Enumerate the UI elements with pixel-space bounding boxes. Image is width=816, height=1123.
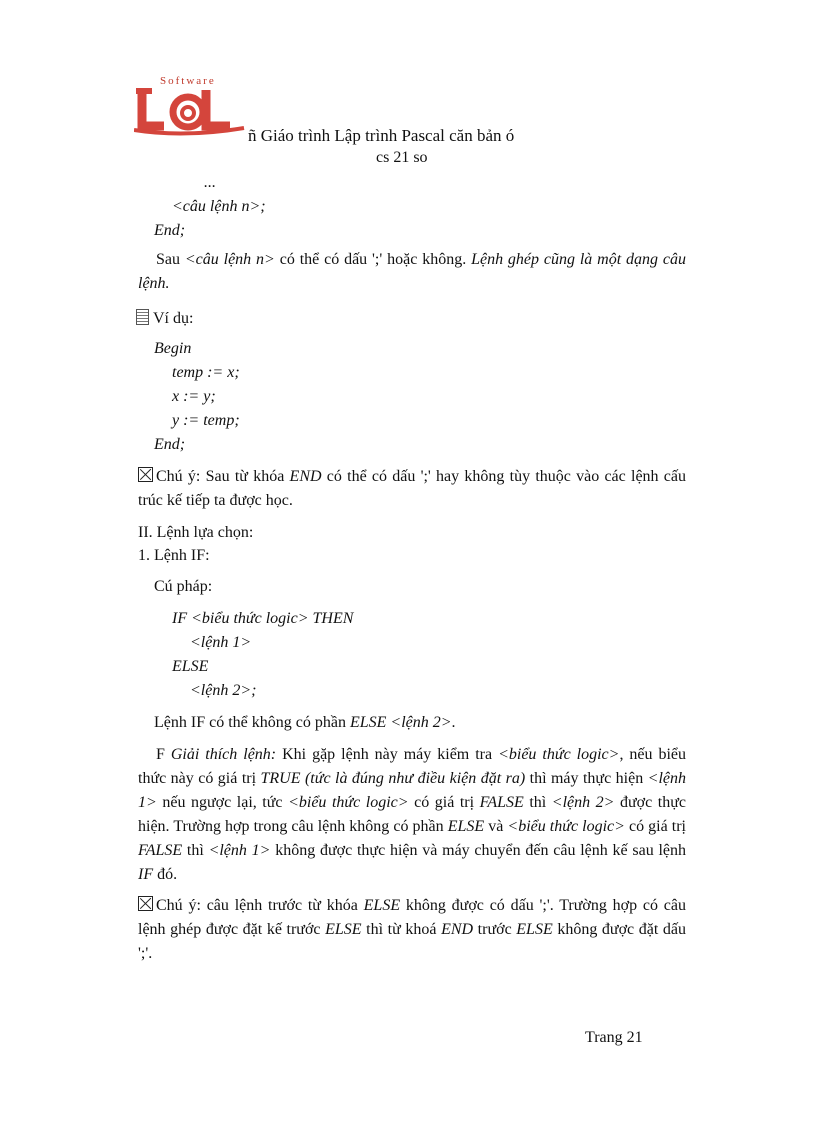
text: thì máy thực hiện xyxy=(525,770,648,787)
code-ellipsis: ... xyxy=(204,174,216,191)
example-line: y := temp; xyxy=(172,412,240,429)
text: Chú ý: Sau từ khóa xyxy=(156,468,290,485)
example-label xyxy=(136,309,193,328)
header-title: ñ Giáo trình Lập trình Pascal căn bản ó xyxy=(248,126,515,145)
page-number: Trang 21 xyxy=(585,1029,643,1046)
text: có giá trị xyxy=(624,818,686,835)
text: Giải thích lệnh: xyxy=(170,746,277,763)
text: <lệnh 1> xyxy=(208,842,271,859)
explanation xyxy=(138,743,686,887)
text: nếu ngược lại, tức xyxy=(156,794,289,811)
paragraph-compound xyxy=(138,248,686,296)
text: không được thực hiện và máy chuyển đến câu lệnh kế sau lệnh xyxy=(270,842,686,859)
text: END xyxy=(289,468,322,485)
text: END xyxy=(441,921,474,938)
text: <lệnh 1> xyxy=(138,770,687,811)
document-icon xyxy=(136,309,149,325)
code-stmt-n: <câu lệnh n>; xyxy=(172,198,266,215)
syntax-line: IF <biểu thức logic> THEN xyxy=(172,610,354,627)
text: FALSE xyxy=(138,842,183,859)
text: trước xyxy=(473,921,517,938)
text: không được có dấu ';'. Trường hợp có câu lệnh ghép được đặt kế trước xyxy=(138,897,687,938)
text: và xyxy=(484,818,508,835)
text: đó. xyxy=(153,866,178,883)
note-else xyxy=(138,894,686,966)
subsection-heading: 1. Lệnh IF: xyxy=(138,547,210,564)
text: <biểu thức logic> xyxy=(507,818,625,835)
text: F xyxy=(156,746,171,763)
text: . xyxy=(451,714,456,731)
text: ELSE xyxy=(325,921,362,938)
note-icon xyxy=(138,896,153,911)
syntax-line: <lệnh 2>; xyxy=(190,682,257,699)
text: thì xyxy=(182,842,209,859)
text: IF xyxy=(138,866,154,883)
text: thì từ khoá xyxy=(361,921,442,938)
section-heading: II. Lệnh lựa chọn: xyxy=(138,524,254,541)
text: có thể có dấu ';' hoặc không. xyxy=(274,251,472,268)
text: Lệnh IF có thể không có phần xyxy=(154,714,350,731)
syntax-line: ELSE xyxy=(172,658,209,675)
text: được thực hiện. Trường hợp trong câu lệnh không có phần xyxy=(138,794,687,835)
example-line: temp := x; xyxy=(172,364,240,381)
example-label-text: Ví dụ: xyxy=(153,310,194,327)
logo-text: Software xyxy=(160,75,216,87)
example-line: x := y; xyxy=(172,388,216,405)
text: FALSE xyxy=(479,794,524,811)
paragraph-else xyxy=(154,714,456,732)
text: ELSE xyxy=(447,818,485,835)
text: ELSE xyxy=(363,897,401,914)
text: , nếu biểu thức này có giá trị xyxy=(138,746,687,787)
syntax-label: Cú pháp: xyxy=(154,578,213,595)
text: ELSE xyxy=(516,921,553,938)
text: <biểu thức logic> xyxy=(498,746,620,763)
text: Khi gặp lệnh này máy kiểm tra xyxy=(276,746,499,763)
text: có thể có dấu ';' hay không tùy thuộc vào các lệnh cấu trúc kế tiếp ta được học. xyxy=(138,468,686,509)
text: Chú ý: câu lệnh trước từ khóa xyxy=(156,897,364,914)
text: <câu lệnh n> xyxy=(184,251,275,268)
note-end xyxy=(138,465,686,513)
text: TRUE (tức là đúng như điều kiện đặt ra) xyxy=(260,770,526,787)
example-line: Begin xyxy=(154,340,192,357)
logo xyxy=(134,70,246,140)
text: thì xyxy=(523,794,552,811)
page-marker: cs 21 so xyxy=(376,149,428,166)
code-end: End; xyxy=(154,222,186,239)
example-line: End; xyxy=(154,436,186,453)
text: Lệnh ghép cũng là một dạng câu lệnh. xyxy=(138,251,687,292)
syntax-line: <lệnh 1> xyxy=(190,634,252,651)
text: có giá trị xyxy=(408,794,480,811)
note-icon xyxy=(138,467,153,482)
text: <biểu thức logic> xyxy=(288,794,409,811)
text: ELSE <lệnh 2> xyxy=(349,714,452,731)
text: Sau xyxy=(156,251,185,268)
text: <lệnh 2> xyxy=(551,794,615,811)
text: không được đặt dấu ';'. xyxy=(138,921,686,962)
